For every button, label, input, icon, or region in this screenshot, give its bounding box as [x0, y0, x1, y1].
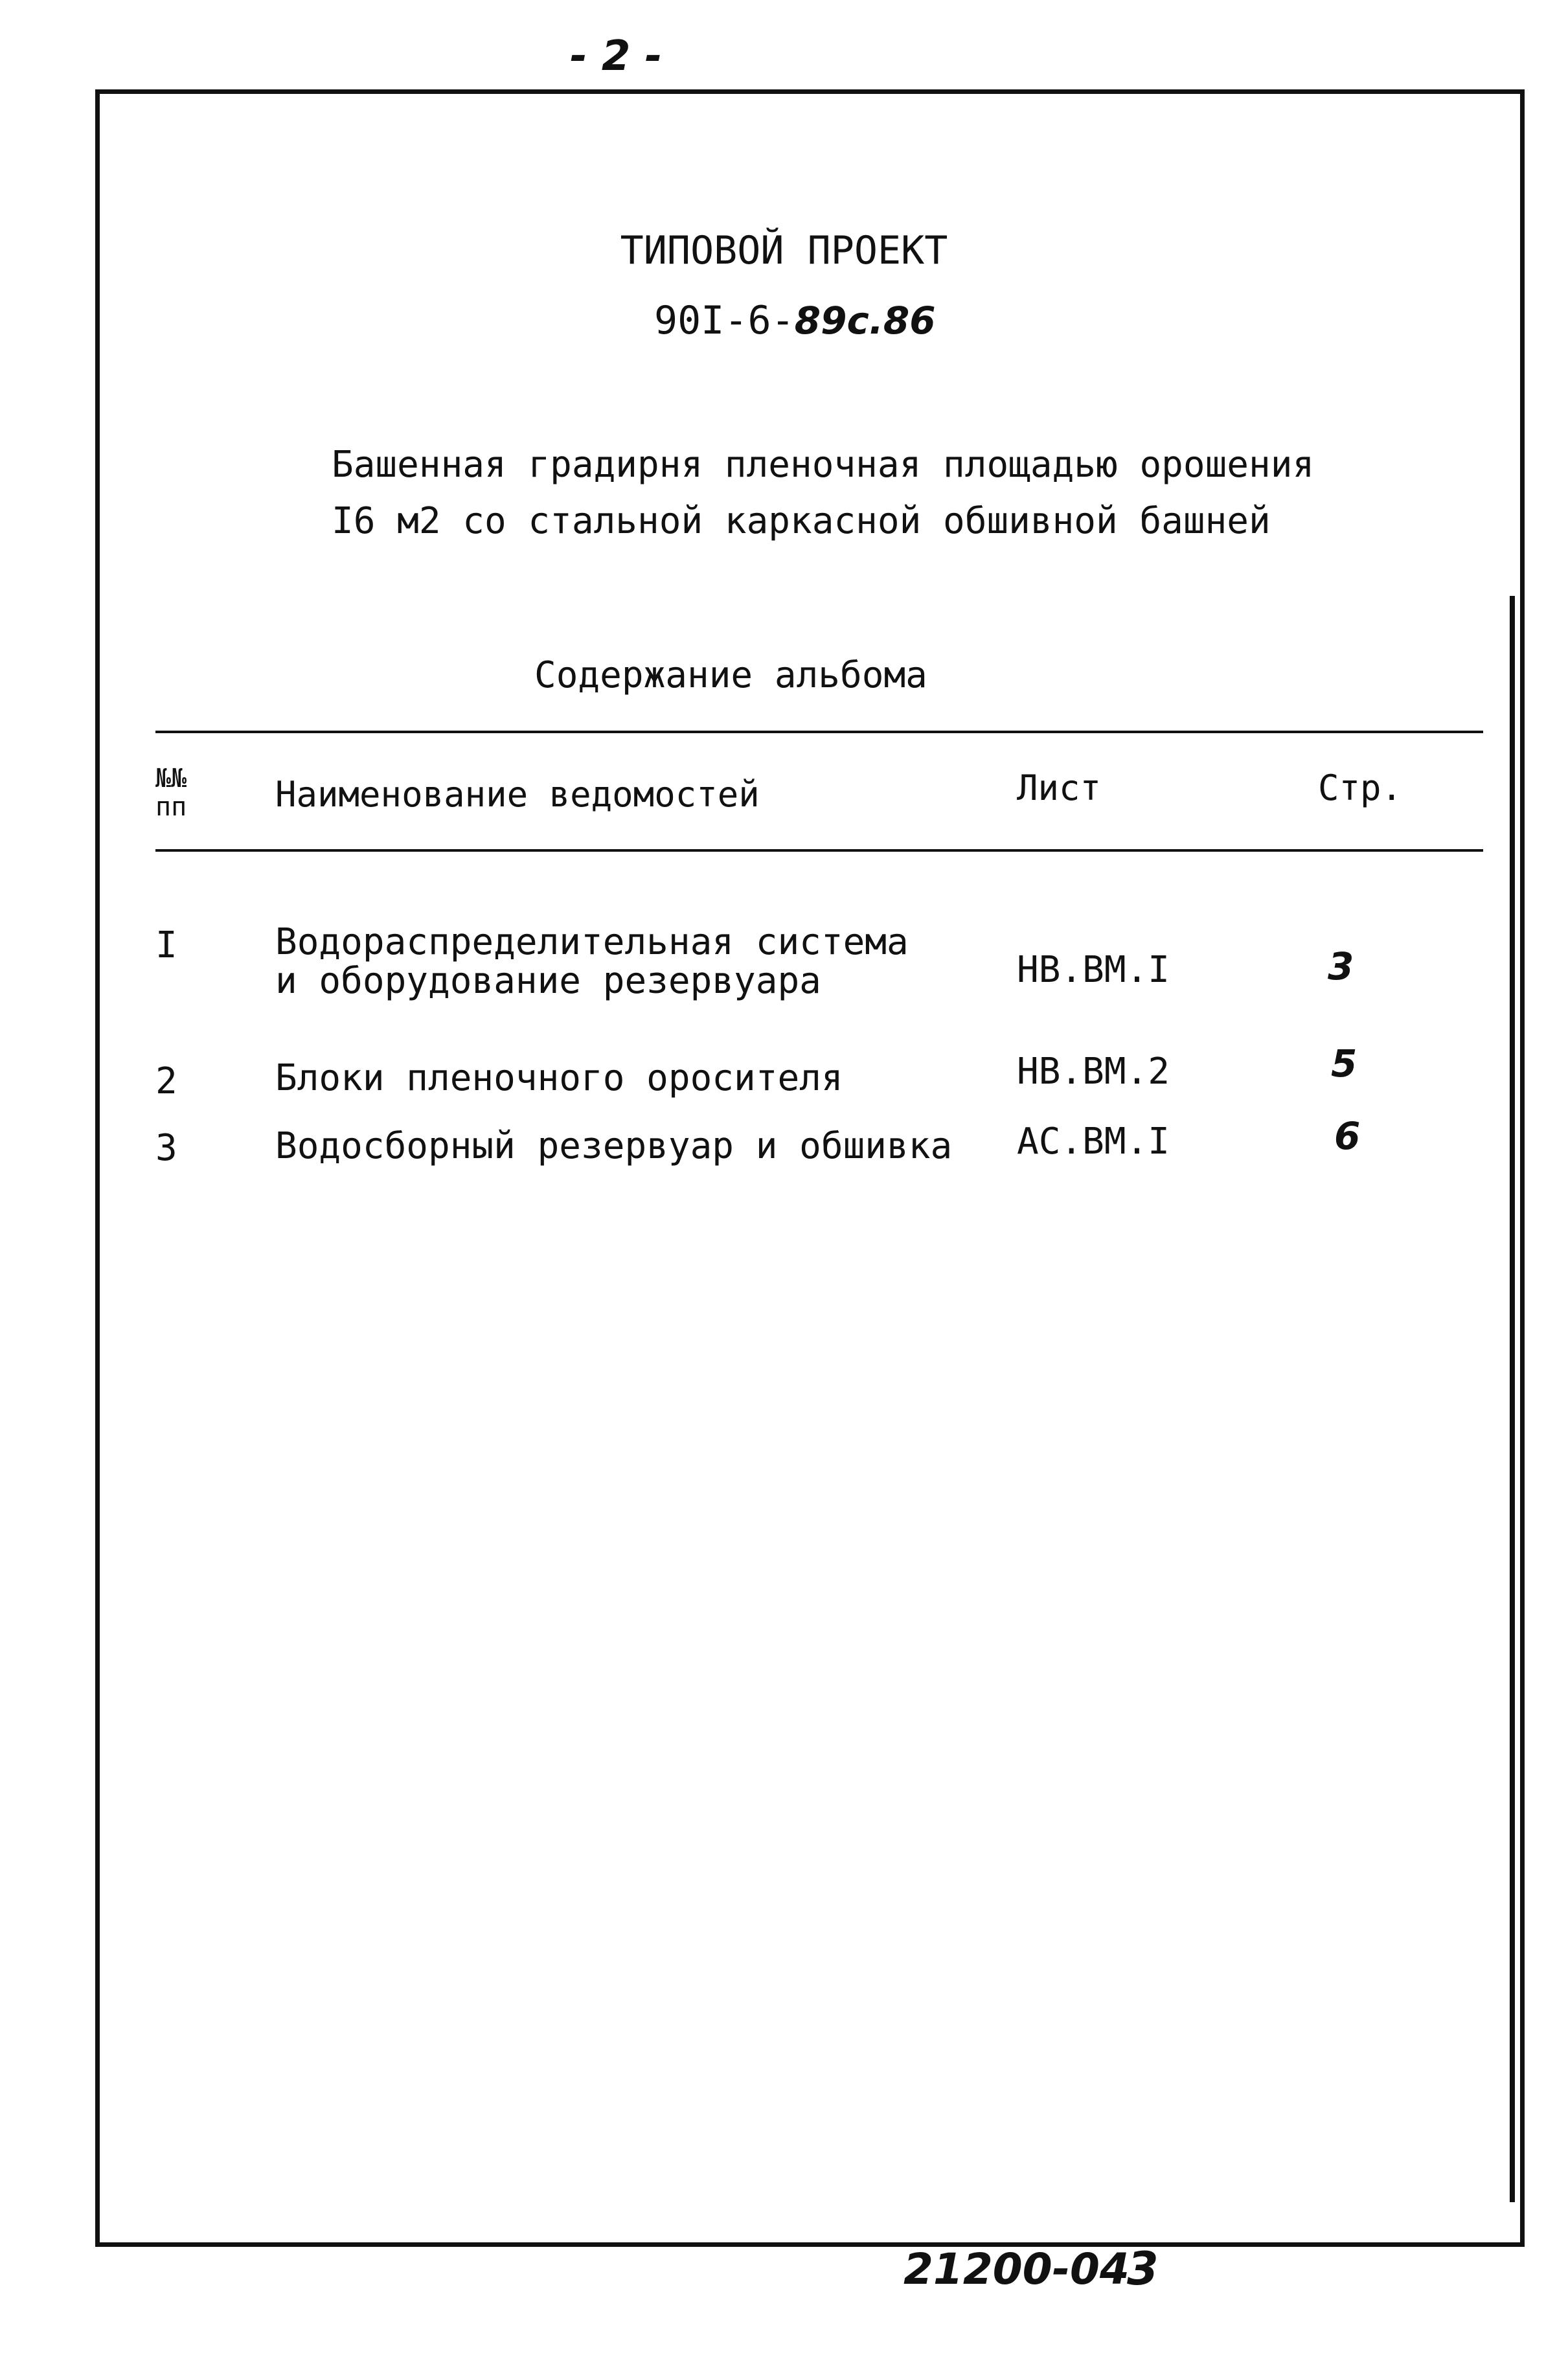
description-line-2: I6 м2 со стальной каркасной обшивной башней: [332, 500, 1271, 542]
header-number-line-2: пп: [155, 792, 187, 822]
row-1-name-line-1: Водораспределительная система: [275, 921, 909, 963]
row-1-name: [275, 923, 909, 1001]
header-page: Стр.: [1318, 768, 1403, 808]
row-3-name: Водосборный резервуар и обшивка: [275, 1125, 953, 1167]
row-3-page: 6: [1334, 1114, 1361, 1158]
row-1-page: 3: [1328, 944, 1354, 988]
description-line-1: Башенная градирня пленочная площадью орошения: [332, 444, 1315, 486]
header-number: [155, 764, 187, 821]
project-code-suffix: 89с.86: [794, 299, 936, 343]
page-number: - 2 -: [570, 32, 663, 80]
row-2-sheet: НВ.ВМ.2: [1017, 1051, 1170, 1093]
contents-title: Содержание альбома: [534, 654, 927, 696]
header-name: Наименование ведомостей: [275, 774, 760, 815]
row-2-number: 2: [155, 1060, 177, 1102]
document-frame: [95, 89, 1525, 2247]
table-header-rule: [155, 849, 1483, 852]
row-1-number: I: [155, 924, 177, 966]
row-2-page: 5: [1331, 1042, 1358, 1086]
archive-number: 21200-04: [903, 2244, 1130, 2294]
project-code: [654, 298, 936, 343]
row-3-sheet: АС.ВМ.I: [1017, 1121, 1170, 1163]
header-number-line-1: №№: [155, 764, 187, 793]
row-1-sheet: НВ.ВМ.I: [1017, 949, 1170, 991]
frame-right-edge: [1510, 596, 1515, 2202]
sheet-number: 3: [1127, 2242, 1159, 2295]
project-title: ТИПОВОЙ ПРОЕКТ: [620, 228, 948, 273]
table-top-rule: [155, 731, 1483, 733]
row-2-name: Блоки пленочного оросителя: [275, 1057, 843, 1099]
header-sheet: Лист: [1017, 768, 1102, 808]
row-1-name-line-2: и оборудование резервуара: [275, 960, 821, 1002]
row-3-number: 3: [155, 1127, 177, 1169]
project-code-prefix: 90I-6-: [654, 298, 795, 343]
